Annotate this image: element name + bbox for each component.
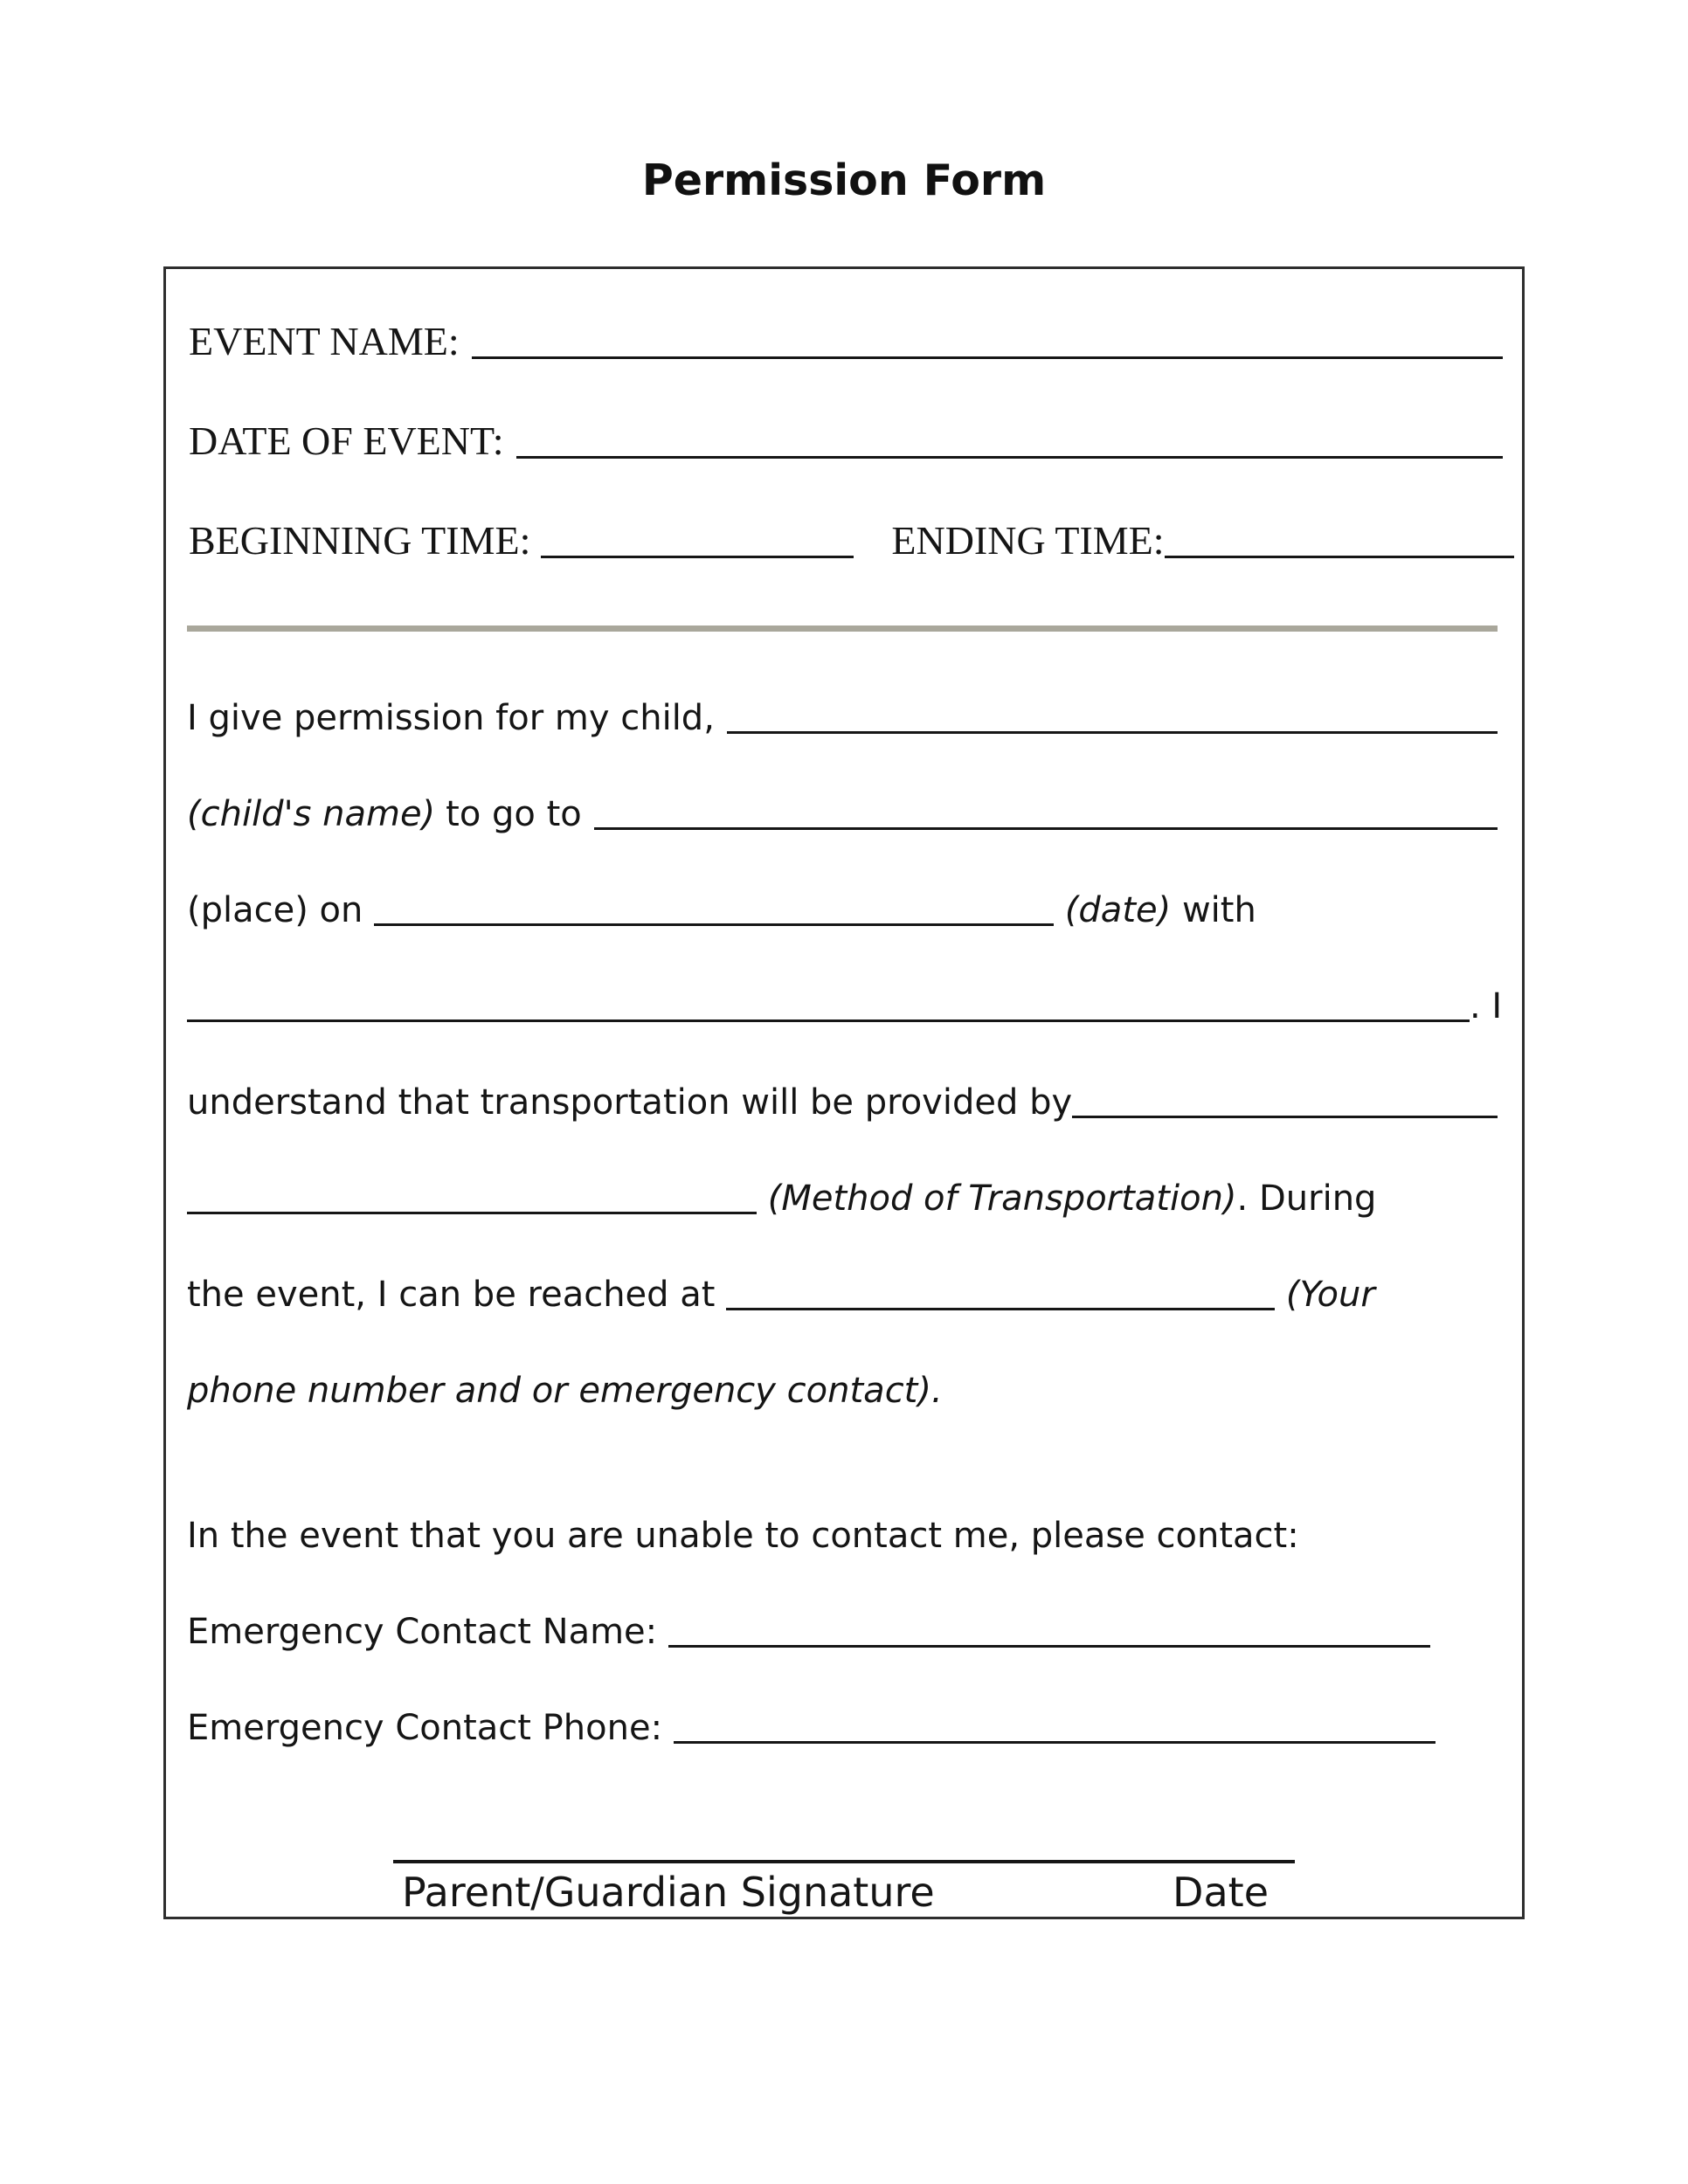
paragraph-line-4 (180, 958, 1508, 1054)
emergency-phone-blank[interactable] (674, 1735, 1435, 1744)
child-name-blank[interactable] (727, 725, 1498, 734)
line4-text: . I (1470, 986, 1503, 1026)
childs-name-hint: (child's name) (187, 794, 436, 834)
phone-blank[interactable] (726, 1302, 1275, 1310)
your-hint-start: (Your (1285, 1275, 1375, 1315)
times-row (180, 491, 1508, 591)
event-name-label: EVENT NAME: (189, 319, 460, 363)
page-title: Permission Form (641, 156, 1047, 205)
emergency-intro-text: In the event that you are unable to contact me, please contact: (187, 1516, 1299, 1556)
permission-form-box (163, 266, 1525, 1919)
ending-time-label: ENDING TIME: (891, 518, 1165, 563)
signature-labels (393, 1863, 1295, 1916)
section-divider (187, 625, 1498, 632)
method-of-transportation-hint: (Method of Transportation) (767, 1178, 1237, 1219)
emergency-name-blank[interactable] (668, 1639, 1430, 1648)
place-blank[interactable] (594, 821, 1498, 830)
emergency-contact-section (180, 1488, 1508, 1776)
event-name-row (180, 292, 1508, 391)
companion-blank[interactable] (187, 1013, 1470, 1022)
paragraph-line-1 (180, 670, 1508, 766)
parent-guardian-signature-label: Parent/Guardian Signature (402, 1869, 935, 1916)
line5-text: understand that transportation will be provided by (187, 1082, 1073, 1123)
line6-during-text: . During (1236, 1178, 1377, 1219)
paragraph-line-6 (180, 1151, 1508, 1247)
transport-blank-2[interactable] (187, 1206, 757, 1214)
paragraph-line-7 (180, 1247, 1508, 1343)
line2-text: to go to (446, 794, 582, 834)
emergency-name-row (180, 1584, 1508, 1680)
paragraph-line-5 (180, 1054, 1508, 1151)
paragraph-line-8 (180, 1343, 1508, 1439)
emergency-name-label: Emergency Contact Name: (187, 1612, 658, 1652)
date-of-event-blank[interactable] (516, 450, 1503, 459)
beginning-time-blank[interactable] (541, 549, 854, 558)
ending-time-blank[interactable] (1165, 549, 1514, 558)
paragraph-line-3 (180, 862, 1508, 958)
line1-text: I give permission for my child, (187, 698, 715, 738)
date-label: Date (1173, 1869, 1269, 1916)
permission-paragraph (180, 670, 1508, 1439)
beginning-time-label: BEGINNING TIME: (189, 518, 531, 563)
date-hint: (date) (1064, 890, 1172, 930)
emergency-intro-line (180, 1488, 1508, 1584)
line3-text: (place) on (187, 890, 363, 930)
emergency-phone-row (180, 1680, 1508, 1776)
emergency-phone-label: Emergency Contact Phone: (187, 1708, 663, 1748)
date-blank[interactable] (374, 917, 1054, 926)
signature-block (393, 1860, 1295, 1916)
event-name-blank[interactable] (472, 350, 1503, 359)
line7-text: the event, I can be reached at (187, 1275, 716, 1315)
date-of-event-row (180, 391, 1508, 491)
transport-blank-1[interactable] (1072, 1109, 1498, 1118)
paragraph-line-2 (180, 766, 1508, 862)
your-hint-end: phone number and or emergency contact). (187, 1371, 943, 1411)
date-of-event-label: DATE OF EVENT: (189, 418, 504, 463)
line3-with-text: with (1181, 890, 1256, 930)
